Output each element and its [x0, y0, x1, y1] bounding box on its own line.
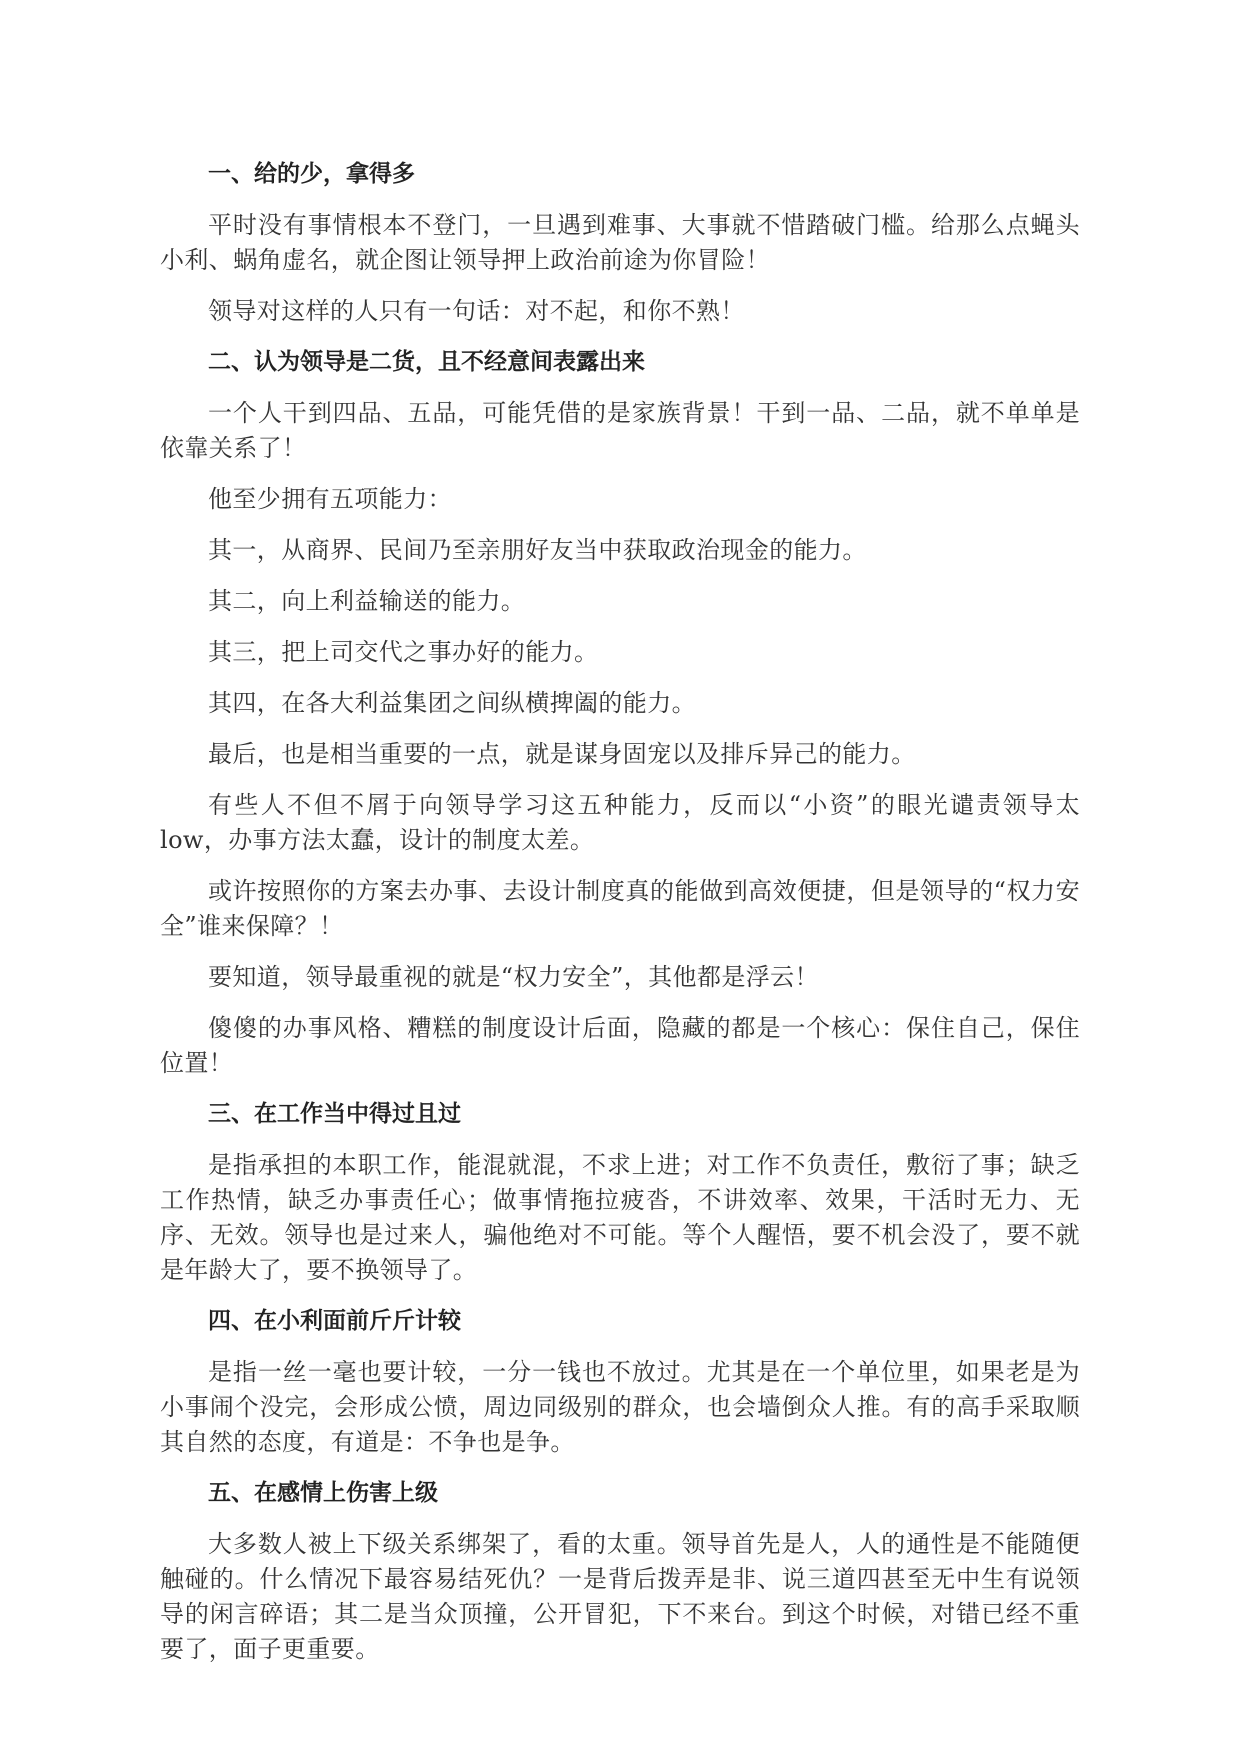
list-paragraph: 其一，从商界、民间乃至亲朋好友当中获取政治现金的能力。 [208, 536, 867, 564]
paragraph: 傻傻的办事风格、糟糕的制度设计后面，隐藏的都是一个核心：保住自己，保住位置！ [160, 1014, 1080, 1077]
list-paragraph: 最后，也是相当重要的一点，就是谋身固宠以及排斥异己的能力。 [208, 740, 916, 768]
paragraph: 领导对这样的人只有一句话：对不起，和你不熟！ [208, 297, 745, 325]
document-body [160, 157, 1080, 1683]
section-heading-5: 五、在感情上伤害上级 [208, 1480, 438, 1506]
paragraph: 大多数人被上下级关系绑架了，看的太重。领导首先是人，人的通性是不能随便触碰的。什么情况下最容易结死仇？一是背后拨弄是非、说三道四甚至无中生有说领导的闲言碎语；其二是当众顶撞，公开冒犯，下不来台。到这个时候，对错已经不重要了，面子更重要。 [160, 1530, 1080, 1663]
paragraph: 他至少拥有五项能力： [208, 485, 452, 513]
paragraph: 或许按照你的方案去办事、去设计制度真的能做到高效便捷，但是领导的“权力安全”谁来保障？！ [160, 877, 1080, 940]
section-heading-4: 四、在小利面前斤斤计较 [208, 1308, 461, 1334]
paragraph: 要知道，领导最重视的就是“权力安全”，其他都是浮云！ [208, 963, 819, 991]
paragraph: 平时没有事情根本不登门，一旦遇到难事、大事就不惜踏破门槛。给那么点蝇头小利、蜗角虚名，就企图让领导押上政治前途为你冒险！ [160, 211, 1080, 274]
paragraph: 有些人不但不屑于向领导学习这五种能力，反而以“小资”的眼光谴责领导太low，办事方法太蠢，设计的制度太差。 [160, 791, 1080, 854]
paragraph: 是指一丝一毫也要计较，一分一钱也不放过。尤其是在一个单位里，如果老是为小事闹个没完，会形成公愤，周边同级别的群众，也会墙倒众人推。有的高手采取顺其自然的态度，有道是：不争也是争。 [160, 1358, 1080, 1456]
list-paragraph: 其三，把上司交代之事办好的能力。 [208, 638, 599, 666]
list-paragraph: 其二，向上利益输送的能力。 [208, 587, 526, 615]
paragraph: 是指承担的本职工作，能混就混，不求上进；对工作不负责任，敷衍了事；缺乏工作热情，缺乏办事责任心；做事情拖拉疲沓，不讲效率、效果，干活时无力、无序、无效。领导也是过来人，骗他绝对不可能。等个人醒悟，要不机会没了，要不就是年龄大了，要不换领导了。 [160, 1151, 1080, 1284]
paragraph: 一个人干到四品、五品，可能凭借的是家族背景！干到一品、二品，就不单单是依靠关系了！ [160, 399, 1080, 462]
section-heading-1: 一、给的少，拿得多 [208, 161, 415, 187]
section-heading-3: 三、在工作当中得过且过 [208, 1101, 461, 1127]
section-heading-2: 二、认为领导是二货，且不经意间表露出来 [208, 349, 645, 375]
list-paragraph: 其四，在各大利益集团之间纵横捭阖的能力。 [208, 689, 696, 717]
